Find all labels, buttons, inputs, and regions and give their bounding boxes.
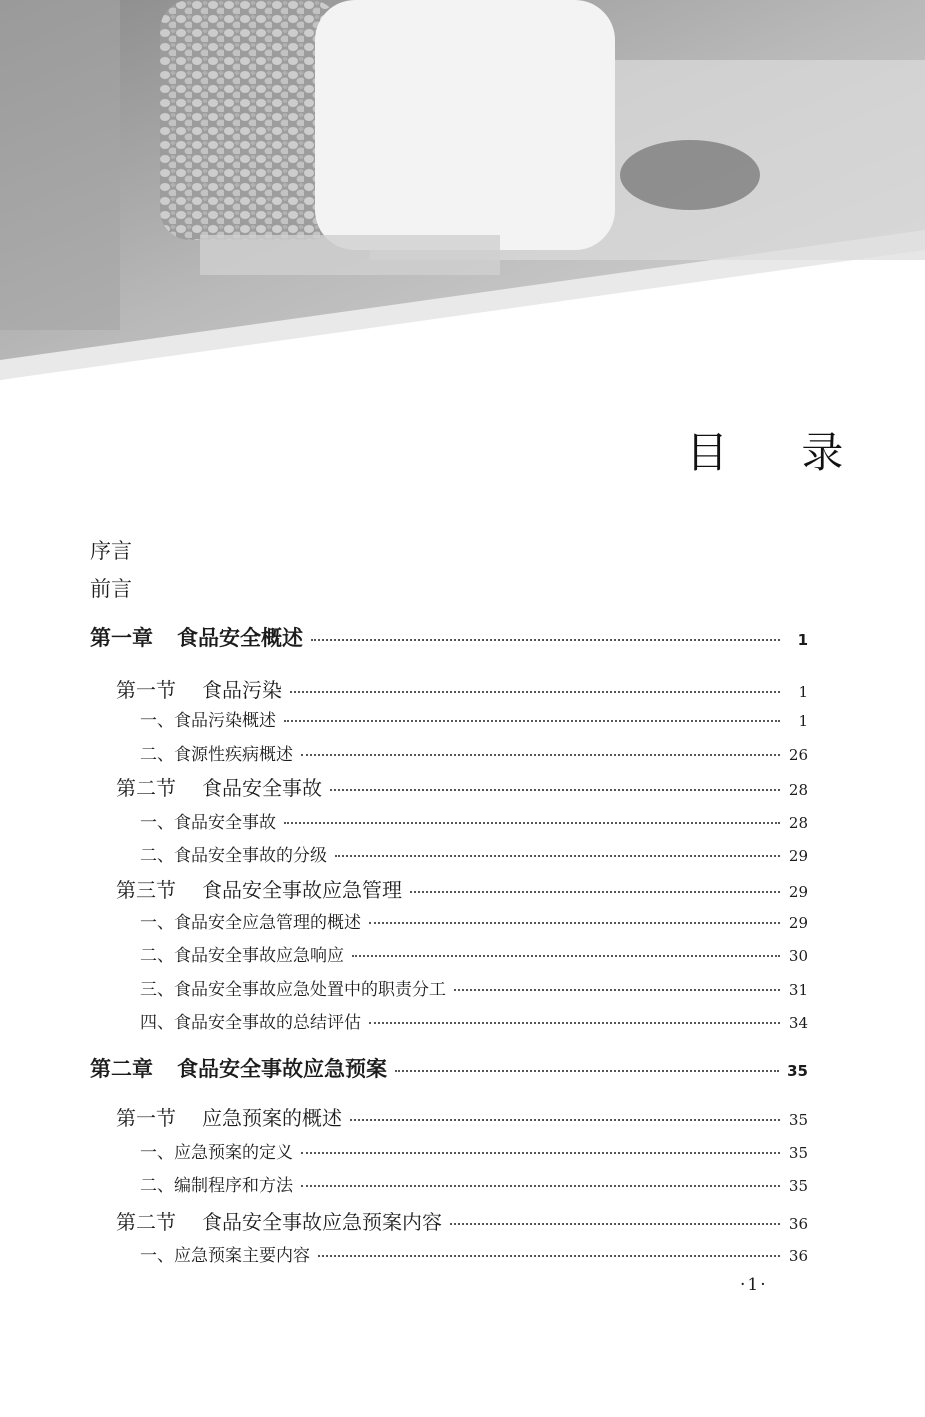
toc-item-label	[140, 1138, 293, 1163]
toc-item-label	[140, 908, 361, 933]
toc-item-label	[140, 1008, 361, 1033]
dot-leader	[311, 639, 780, 641]
toc-item-row[interactable]	[140, 1241, 808, 1266]
toc-page-number: 35	[788, 1111, 808, 1129]
toc-page-number: 26	[788, 746, 808, 764]
toc-section-label	[116, 772, 322, 801]
toc-item-title: 一、食品污染概述	[140, 711, 276, 731]
toc-section-label	[116, 1102, 342, 1131]
dot-leader	[450, 1223, 780, 1225]
dot-leader	[369, 1022, 780, 1024]
toc-page-number: 1	[798, 683, 808, 701]
toc-item-label	[140, 706, 276, 731]
toc-item-title: 一、应急预案的定义	[140, 1143, 293, 1163]
toc-chapter-label	[90, 1053, 387, 1083]
dot-leader	[301, 1185, 780, 1187]
toc-section-title: 食品安全事故应急预案内容	[202, 1210, 442, 1234]
toc-item-row[interactable]	[140, 706, 808, 731]
toc-item-title: 二、食源性疾病概述	[140, 745, 293, 765]
toc-item-label	[140, 1171, 293, 1196]
toc-section-number: 第二节	[116, 1210, 176, 1234]
toc-item-row[interactable]	[140, 975, 808, 1000]
dot-leader	[410, 891, 780, 893]
toc-item-row[interactable]	[140, 1008, 808, 1033]
dot-leader	[369, 922, 780, 924]
toc-chapter-row[interactable]	[90, 622, 808, 652]
toc-page-number: 36	[788, 1247, 808, 1265]
foreword-entry[interactable]: 前言	[90, 577, 132, 601]
toc-section-label	[116, 874, 402, 903]
toc-title: 目 录	[686, 428, 874, 477]
dot-leader	[454, 989, 780, 991]
toc-section-row[interactable]	[116, 1102, 808, 1131]
page-number: ·1·	[740, 1275, 768, 1295]
toc-section-title: 食品安全事故	[202, 776, 322, 800]
dot-leader	[335, 855, 780, 857]
dot-leader	[330, 789, 780, 791]
toc-section-label	[116, 674, 282, 703]
toc-chapter-row[interactable]	[90, 1053, 808, 1083]
dot-leader	[301, 754, 780, 756]
toc-item-title: 二、编制程序和方法	[140, 1176, 293, 1196]
toc-page-number: 35	[787, 1062, 808, 1080]
toc-chapter-label	[90, 622, 303, 652]
toc-item-row[interactable]	[140, 740, 808, 765]
toc-item-title: 三、食品安全事故应急处置中的职责分工	[140, 980, 446, 1000]
dot-leader	[284, 720, 780, 722]
toc-item-title: 一、应急预案主要内容	[140, 1246, 310, 1266]
toc-item-label	[140, 975, 446, 1000]
dot-leader	[301, 1152, 780, 1154]
toc-chapter-number: 第一章	[90, 626, 153, 650]
toc-item-row[interactable]	[140, 808, 808, 833]
dot-leader	[290, 691, 780, 693]
toc-section-title: 食品污染	[202, 678, 282, 702]
toc-item-label	[140, 1241, 310, 1266]
toc-section-row[interactable]	[116, 874, 808, 903]
toc-item-title: 一、食品安全事故	[140, 813, 276, 833]
header-photo	[0, 0, 925, 380]
dot-leader	[395, 1070, 779, 1072]
toc-page-number: 29	[788, 883, 808, 901]
toc-section-title: 食品安全事故应急管理	[202, 878, 402, 902]
preface-entry[interactable]: 序言	[90, 539, 132, 563]
toc-chapter-number: 第二章	[90, 1057, 153, 1081]
toc-item-title: 二、食品安全事故的分级	[140, 846, 327, 866]
toc-page-number: 36	[788, 1215, 808, 1233]
toc-item-row[interactable]	[140, 1171, 808, 1196]
toc-page-number: 29	[788, 914, 808, 932]
toc-page-number: 1	[798, 712, 808, 730]
toc-item-row[interactable]	[140, 908, 808, 933]
toc-item-row[interactable]	[140, 841, 808, 866]
toc-item-label	[140, 941, 344, 966]
toc-section-number: 第一节	[116, 678, 176, 702]
toc-item-label	[140, 740, 293, 765]
toc-item-title: 二、食品安全事故应急响应	[140, 946, 344, 966]
toc-section-row[interactable]	[116, 1206, 808, 1235]
dot-leader	[352, 955, 780, 957]
toc-section-number: 第二节	[116, 776, 176, 800]
dot-leader	[350, 1119, 780, 1121]
toc-section-row[interactable]	[116, 772, 808, 801]
toc-page-number: 34	[788, 1014, 808, 1032]
toc-section-title: 应急预案的概述	[202, 1106, 342, 1130]
toc-page-number: 28	[788, 814, 808, 832]
toc-item-row[interactable]	[140, 1138, 808, 1163]
toc-page-number: 29	[788, 847, 808, 865]
toc-page-number: 30	[788, 947, 808, 965]
toc-item-title: 四、食品安全事故的总结评估	[140, 1013, 361, 1033]
toc-item-row[interactable]	[140, 941, 808, 966]
toc-page-number: 1	[797, 631, 808, 649]
toc-chapter-title: 食品安全概述	[177, 626, 303, 650]
toc-page-number: 35	[788, 1177, 808, 1195]
toc-page-number: 35	[788, 1144, 808, 1162]
toc-chapter-title: 食品安全事故应急预案	[177, 1057, 387, 1081]
toc-item-title: 一、食品安全应急管理的概述	[140, 913, 361, 933]
toc-page-number: 28	[788, 781, 808, 799]
toc-section-label	[116, 1206, 442, 1235]
toc-section-row[interactable]	[116, 674, 808, 703]
toc-section-number: 第一节	[116, 1106, 176, 1130]
toc-item-label	[140, 808, 276, 833]
dot-leader	[284, 822, 780, 824]
toc-section-number: 第三节	[116, 878, 176, 902]
toc-item-label	[140, 841, 327, 866]
dot-leader	[318, 1255, 780, 1257]
toc-page-number: 31	[788, 981, 808, 999]
